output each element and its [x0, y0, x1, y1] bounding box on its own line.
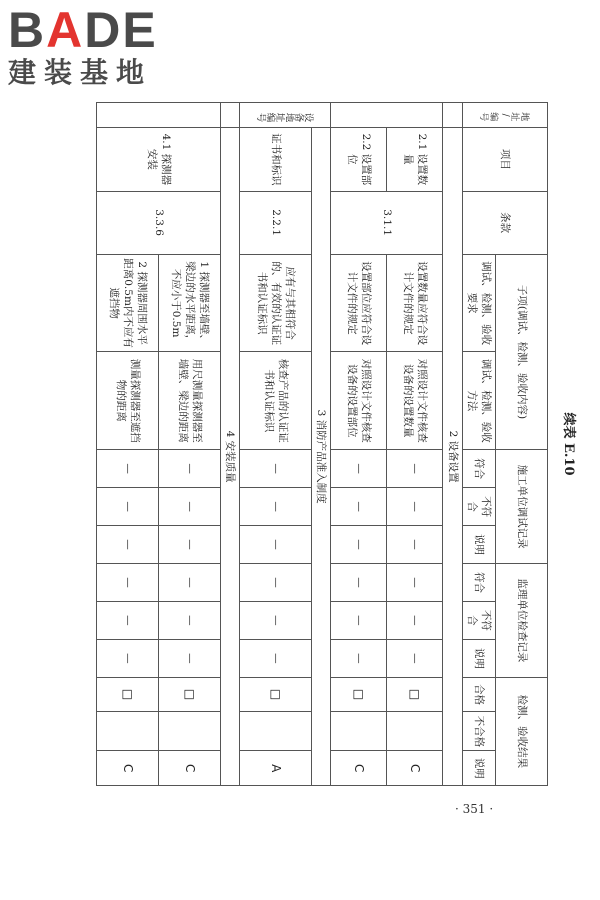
row-category: C	[331, 751, 387, 786]
row-clause: 2.2.1	[240, 191, 312, 254]
row-dash: —	[240, 488, 312, 526]
page-number: · 351 ·	[455, 802, 494, 816]
qualified-checkbox[interactable]: □	[240, 677, 312, 711]
row-dash: —	[240, 526, 312, 564]
header-s-nonconform: 不符合	[462, 601, 495, 639]
row-requirement: 1 探测器至墙壁、梁边的水平距离，不应小于0.5m	[159, 254, 221, 352]
row-dash: —	[159, 488, 221, 526]
row-dash: —	[387, 488, 443, 526]
row-clause: 3.1.1	[331, 191, 443, 254]
row-dash: —	[97, 526, 159, 564]
header-method: 调试、检测、验收方法	[462, 352, 495, 450]
row-dash: —	[331, 639, 387, 677]
row-method: 测量探测器至遮挡物的距离	[97, 352, 159, 450]
row-dash: —	[387, 450, 443, 488]
qualified-checkbox[interactable]: □	[331, 677, 387, 711]
row-category: C	[387, 751, 443, 786]
row-dash: —	[97, 488, 159, 526]
row-clause: 3.3.6	[97, 191, 221, 254]
header-c-conform: 符合	[462, 450, 495, 488]
row-dash: —	[331, 564, 387, 602]
row-dash: —	[331, 488, 387, 526]
row-dash: —	[387, 601, 443, 639]
header-unqualified: 不合格	[462, 712, 495, 751]
row-dash: —	[240, 639, 312, 677]
header-s-conform: 符合	[462, 564, 495, 602]
row-dash: —	[159, 639, 221, 677]
row-dash: —	[240, 450, 312, 488]
row-dash: —	[159, 564, 221, 602]
row-dash: —	[331, 601, 387, 639]
row-dash: —	[97, 601, 159, 639]
header-address-no: 地址/编号	[462, 103, 547, 128]
qualified-checkbox[interactable]: □	[387, 677, 443, 711]
header-req: 调试、检测、验收要求	[462, 254, 495, 352]
row-item: 2.1 设置数量	[387, 128, 443, 191]
row-dash: —	[331, 526, 387, 564]
row-method: 对照设计文件核查设备的设置数量	[387, 352, 443, 450]
header-c-nonconform: 不符合	[462, 488, 495, 526]
row-dash: —	[387, 564, 443, 602]
row-dash: —	[159, 526, 221, 564]
row-category: A	[240, 751, 312, 786]
row-item: 4.1 探测器安装	[97, 128, 221, 191]
row-item: 2.2 设置部位	[331, 128, 387, 191]
header-a-note: 说明	[462, 751, 495, 786]
row-dash: —	[97, 450, 159, 488]
header-c-note: 说明	[462, 526, 495, 564]
qualified-checkbox[interactable]: □	[97, 677, 159, 711]
brand-logo	[8, 4, 158, 90]
logo-wordmark: BADE	[8, 2, 158, 58]
row-dash: —	[97, 564, 159, 602]
table-caption: 续表 E.10	[561, 412, 576, 476]
qualified-checkbox[interactable]: □	[159, 677, 221, 711]
header-subitem: 子项(调试、检测、验收内容)	[496, 254, 548, 449]
row-dash: —	[331, 450, 387, 488]
header-supervision: 监理单位检查记录	[496, 564, 548, 678]
logo-subtitle: 建装基地	[8, 56, 153, 89]
row-method: 对照设计文件核查设备的设置部位	[331, 352, 387, 450]
header-s-note: 说明	[462, 639, 495, 677]
row-category: C	[97, 751, 159, 786]
row-dash: —	[387, 639, 443, 677]
row-dash: —	[159, 601, 221, 639]
header-acceptance: 检测、验收结果	[496, 677, 548, 785]
row-category: C	[159, 751, 221, 786]
row-dash: —	[240, 601, 312, 639]
row-item: 证书和标识	[240, 128, 312, 191]
row-method: 核查产品的认证证书和认证标识	[240, 352, 312, 450]
row-dash: —	[240, 564, 312, 602]
section-heading: 2 设备设置	[443, 128, 462, 786]
row-requirement: 2 探测器周围水平距离0.5m内不应有遮挡物	[97, 254, 159, 352]
row-requirement: 设置部位应符合设计文件的规定	[331, 254, 387, 352]
section-heading: 3 消防产品准入制度	[312, 128, 331, 786]
row-requirement: 应有与其相符合的、有效的认证证书和认证标识	[240, 254, 312, 352]
row-dash: —	[387, 526, 443, 564]
section-heading: 4 安装质量	[221, 128, 240, 786]
row-requirement: 设置数量应符合设计文件的规定	[387, 254, 443, 352]
row-method: 用尺测量探测器至墙壁、梁边的距离	[159, 352, 221, 450]
rotated-table-page	[107, 102, 590, 786]
inspection-table	[96, 102, 548, 786]
address-no-label: 设备地址编号	[240, 103, 331, 128]
row-dash: —	[97, 639, 159, 677]
header-clause: 条款	[462, 191, 547, 254]
header-qualified: 合格	[462, 677, 495, 711]
row-dash: —	[159, 450, 221, 488]
header-item: 项目	[462, 128, 547, 191]
header-construction: 施工单位调试记录	[496, 450, 548, 564]
